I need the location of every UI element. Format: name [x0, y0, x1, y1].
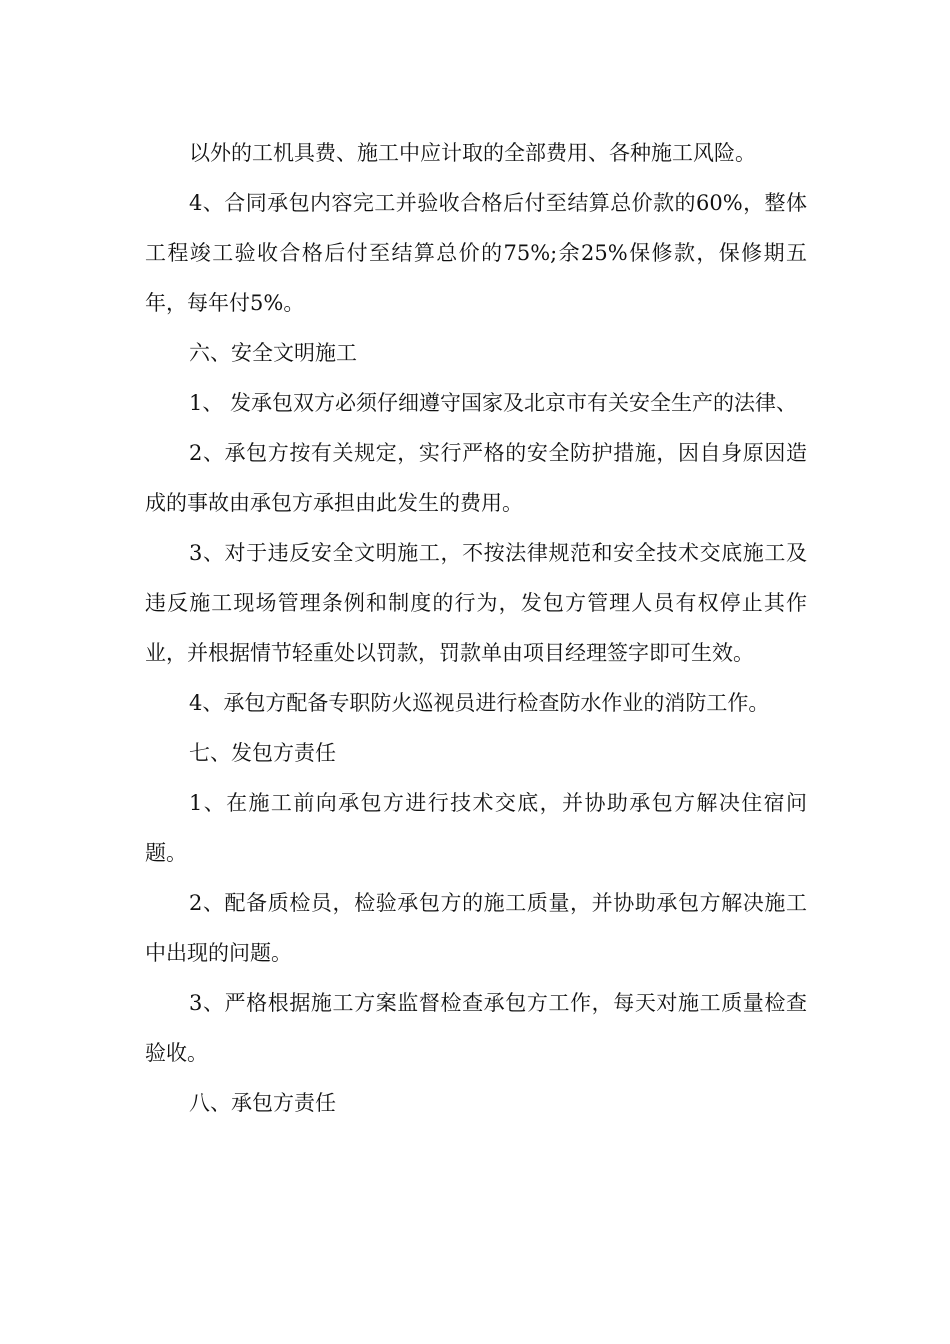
- paragraph-safety-3: 3、对于违反安全文明施工，不按法律规范和安全技术交底施工及违反施工现场管理条例和制度的行为，发包方管理人员有权停止其作业，并根据情节轻重处以罚款，罚款单由项目经理签字即可生效。: [145, 541, 807, 665]
- paragraph-payment-terms: 4、合同承包内容完工并验收合格后付至结算总价款的60%，整体工程竣工验收合格后付至结算总价的75%;余25%保修款，保修期五年，每年付5%。: [145, 191, 807, 315]
- paragraph-safety-4: 4、承包方配备专职防火巡视员进行检查防水作业的消防工作。: [189, 691, 770, 715]
- document-body: [145, 128, 807, 1128]
- section-heading-contractor-duties: 八、承包方责任: [189, 1091, 336, 1115]
- paragraph-safety-1: 1、 发承包双方必须仔细遵守国家及北京市有关安全生产的法律、: [189, 391, 798, 415]
- paragraph-employer-3: 3、严格根据施工方案监督检查承包方工作，每天对施工质量检查验收。: [145, 991, 807, 1065]
- paragraph-continuation: 以外的工机具费、施工中应计取的全部费用、各种施工风险。: [189, 141, 756, 165]
- section-heading-safety: 六、安全文明施工: [189, 341, 357, 365]
- section-heading-employer-duties: 七、发包方责任: [189, 741, 336, 765]
- paragraph-employer-2: 2、配备质检员，检验承包方的施工质量，并协助承包方解决施工中出现的问题。: [145, 891, 807, 965]
- paragraph-employer-1: 1、在施工前向承包方进行技术交底，并协助承包方解决住宿问题。: [145, 791, 807, 865]
- paragraph-safety-2: 2、承包方按有关规定，实行严格的安全防护措施，因自身原因造成的事故由承包方承担由此发生的费用。: [145, 441, 807, 515]
